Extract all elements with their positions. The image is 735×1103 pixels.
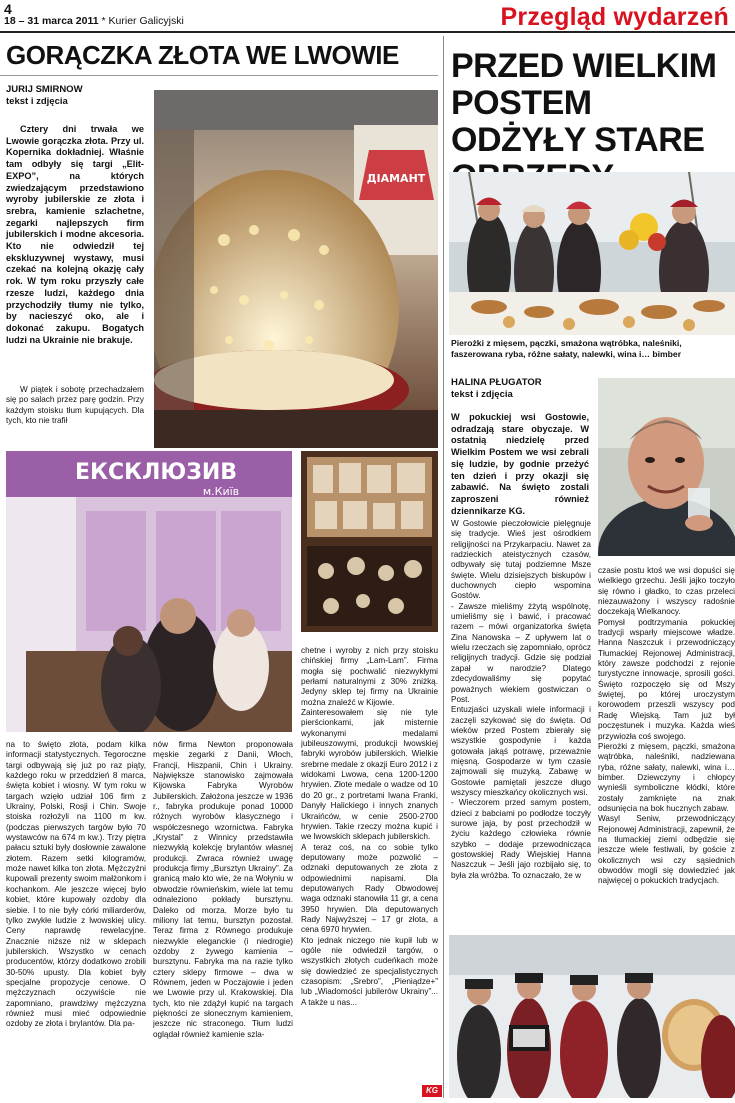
photo-official-portrait xyxy=(598,378,735,556)
photo-jewelry-showcase xyxy=(154,90,438,448)
page-number: 4 xyxy=(4,1,12,17)
left-intro-text: W piątek i sobotę przechadzałem się po salach przez parę godzin. Przy każdym stoisku tłum kupujących. Dla tych, kto nie trafił xyxy=(6,385,144,426)
right-credit: tekst i zdjęcia xyxy=(451,389,513,400)
right-byline xyxy=(451,377,591,401)
section-title: Przegląd wydarzeń xyxy=(500,3,729,31)
photo-village-women xyxy=(449,172,735,335)
right-col1-text: W Gostowie pieczołowicie pielęgnuje się tradycje. Wieś jest ośrodkiem religijności na Przykarpaciu. Nawet za radzieckich ateistycznych czasów, odbywały się tutaj podziemne Msze święte. Wielu dzisiejszych biskupów i duchownych ciepło wspomina Gostów. - Zawsze mieliśmy żżytą wspólnotę, umieliśmy się i bawić, i pracować razem – mówi organizatorka święta Zina Nanowska – Z upływem lat o wielu rzeczach się zapomniało, oprócz religijnych tradycji. Gdzie się podział zapał w narodzie? Dlatego zdecydowaliśmy się popytać poważnych wiekiem gostwiczan o Post. Entuzjaści uzyskali wiele informacji i zaczęli szykować się do święta. Od wieków przed Postem zbierały się wszystkie gospodynie i każda gotowała jakąś potrawę, przeważnie mięsną. Gospodarze w tym czasie zajmowali się muzyką. Zabawę w Gostowie pamiętali jeszcze długo wszyscy mieszkańcy okolicznych wsi. - Wieczorem przed samym postem, dzieci z babciami po podłodze toczyły surowe jaja, by post przechodził w życiu każdego człowieka równie szybko – dodaje przewodnicząca gostowskiej Rady Wiejskiej Hanna Naszczuk – Jeśli jajo rozbijało się, to była zła wróżba. To oznaczało, że w xyxy=(451,519,591,880)
kg-badge: KG xyxy=(422,1085,442,1097)
left-headline-rule xyxy=(0,75,438,76)
left-headline: GORĄCZKA ZŁOTA WE LWOWIE xyxy=(6,40,399,70)
right-author: HALINA PŁUGATOR xyxy=(451,377,542,388)
left-credit: tekst i zdjęcia xyxy=(6,96,68,107)
photo-folk-musicians xyxy=(449,935,735,1098)
photo-exclusive-booth xyxy=(6,451,292,732)
photo-jewelry-display xyxy=(301,451,438,632)
left-col1-text: na to święto złota, podam kilka informacji statystycznych. Tegoroczne targi odbywają się już po raz piąty, każdego roku w przeddzień 8 marca, święta kobiet i wiosny. W tym roku w targach wzięło udział 106 firm z Ukrainy, Polski, Rosji i Chin. Swoje stoiska rozłożyli na 1100 m kw. (podczas pierwszych targów było 70 wystawców na 674 m kw.). Trzy piętra pałacu sztuki były dosłownie zawalone złotem. Razem setki kilogramów, może nawet kilka ton złota. Mężczyźni kupowali prezenty swoim małżonkom i kochankom. Ale jeszcze więcej było kobiet, które kupowały ozdoby dla siebie. I to nie były córki miliarderów, tylko zwykłe ludzie z lwowskiej ulicy. Ceny naprawdę rewelacyjne. Znacznie niższe niż w sklepach jubilerskich. Wszystko w cenach producentów, którzy dodatkowo zrobili 30-50% upusty. Dla kobiet były specjalne propozycje cenowe. O mężczyznach oczywiście nie zapomniano, prawdziwy mężczyzna również musi mieć odpowiednie ozdoby ze złota i brylantów. Dla pa- xyxy=(6,740,146,1029)
column-divider xyxy=(443,36,444,1098)
left-col3-text: chetne i wyroby z nich przy stoisku chińskiej firmy „Lam-Lam”. Firma mogła się pochwalić niezwykłymi perłami naturalnymi z 30% zniżką. Jedyny sklep tej firmy na Ukrainie można znaleźć w Kijowie. Zainteresowałem się nie tyle pierścionkami, jak misternie wykonanymi medalami jubileuszowymi, produkcji lwowskiej fabryki wyrobów jubilerskich. Wielkie srebrne medale z okazji Euro 2012 i z widokami Lwowa, cena 1200-1200 hrywien. Złote medale o wadze od 10 do 20 gr., z portretami Iwana Franki, Danyły Halickiego i innych znanych Ukraińców, w cenie 2500-2700 hrywien. Takie rzeczy można kupić i we lwowskich sklepach jubilerskich. A teraz coś, na co sobie tylko deputowany może pozwolić – odznaki deputowanych ze złota z odpowiednimi napisami. Dla deputowanych Rady Obwodowej waga odznaki stanowiła 11 gr, a cena 3950 hrywien. Dla deputowanych Rady Najwyższej – 17 gr złota, a cena 6970 hrywien. Kto jednak niczego nie kupił lub w ogóle nie odwiedził targów, o wszystkich złotych cudeńkach może się dowiedzieć ze specjalistycznych czasopism: „Srebro”, „Pieniądze+” lub „Wiadomości jubilerów Ukrainy”... A także u nas... xyxy=(301,646,438,1007)
right-photo-caption: Pierożki z mięsem, pączki, smażona wątróbka, naleśniki, faszerowana ryba, różne sałaty, nalewki, wina i… bimber xyxy=(451,338,682,359)
booth-sign-city: м.Київ xyxy=(202,485,240,498)
left-byline xyxy=(6,84,146,108)
issue-date: 18 – 31 marca 2011 xyxy=(4,15,99,27)
issue-date-line xyxy=(4,15,184,27)
booth-sign-diamant: ДІАМАНТ xyxy=(366,172,426,185)
date-separator: * xyxy=(98,15,109,27)
header-rule xyxy=(0,31,735,33)
right-lead: W pokuckiej wsi Gostowie, odradzają stare obyczaje. W ostatnią niedzielę przed Wielkim Postem we wsi zebrali się ludzie, by godnie przeżyć ten dzień i przy okazji się zabawić. Na święto zostali zaproszeni również dziennikarze KG. xyxy=(451,412,589,516)
left-author: JURIJ SMIRNOW xyxy=(6,84,83,95)
booth-sign-exclusive: ЕКСКЛЮЗИВ xyxy=(74,460,238,485)
paper-name: Kurier Galicyjski xyxy=(108,15,184,27)
left-col2-text: nów firma Newton proponowała męskie zegarki z Danii, Włoch, Francji, Hiszpanii, Chin i Ukrainy. Największe stanowisko zajmowała Kijowska Fabryka Wyrobów Jubilerskich. Założona jeszcze w 1936 r., fabryka produkuje ponad 10000 różnych wyrobów klasycznego i współczesnego wzornictwa. Fabryka „Krystal” z Winnicy przedstawiła niezwykłą kolekcję brylantów własnej produkcji. Zwraca również uwagę produkcja firmy „Bursztyn Ukrainy”. Za granicą mało kto wie, że na Wołyniu w obwodzie równieńskim, wiele lat temu odnaleziono pokłady bursztynu. Daleko od morza. Morze było tu miliony lat temu, bursztyn pozostał. Teraz firma z Równego produkuje niezwykle eleganckie (i niedrogie) ozdoby z żywego kamienia – bursztynu. Fabryka ma na razie tylko cztery sklepy firmowe – dwa w Równem, jeden w Poczajowie i jeden we Lwowie przy ul. Krakowskiej. Dla tych, kto nie zdążył kupić na targach piękności ze słonecznym kamieniem, jeszcze nic straconego. Tłum ludzi oglądał również kamienie szla- xyxy=(153,740,293,1039)
right-col2-text: czasie postu ktoś we wsi dopuści się wielkiego grzechu. Jeśli jajko toczyło się równo i gładko, to czas przeleci niezauważony i wszyscy radośnie doczekają Wielkanocy. Pomysł podtrzymania pokuckiej tradycji wsparły miejscowe władze. Hanna Naszczuk i przewodniczący Tłumackiej Rejonowej Administracji, który zawsze podchodzi z rejonie turystyczne innowacje, sprosili gości. Święto rozpoczęło się od Mszy świętej, po której uroczystym korowodem przeszli wszyscy pod Radę Wiejską. Tam już był poczęstunek i muzyka. Każda wieś przywiozła coś swojego. Pierożki z mięsem, pączki, smażona wątróbka, naleśniki, nadziewana ryba, różne sałaty, nalewki, wina i… bimber. Dziewczyny i chłopcy wynieśli symboliczne kłódki, które zostały zamknięte na znak odsunięcia na bok hucznych zabaw. Wasyl Seniw, przewodniczący Rejonowej Administracji, zapewnił, że na tłumackiej ziemi odbędzie się jeszcze wiele festiwali, by goście z okolicznych wsi czy sąsiednich obwodów mogli się dowiedzieć jak najwięcej o pokuckich tradycjach. xyxy=(598,566,735,886)
right-headline: PRZED WIELKIM POSTEM ODŻYŁY STARE xyxy=(451,47,717,159)
left-lead: Cztery dni trwała we Lwowie gorączka złota. Przy ul. Kopernika dokładniej. Właśnie tam odbyły się targi „Elit-EXPO”, na których zwiedzającym przedstawiono wyroby jubilerskie ze złota i srebra, kamienie szlachetne, zegarki najlepszych firm jubilerskich i modne akcesoria. Kto nie odwiedził tej ekskluzywnej wystawy, musi czekać na kolejną okazję cały rok. W tym roku przyszły całe rzesze ludzi, każdego dnia przychodziły tłumy nie tylko, by nacieszyć oko, ale i dokonać zakupu. Bogatych ludzi na Ukrainie nie brakuje. xyxy=(6,124,144,345)
